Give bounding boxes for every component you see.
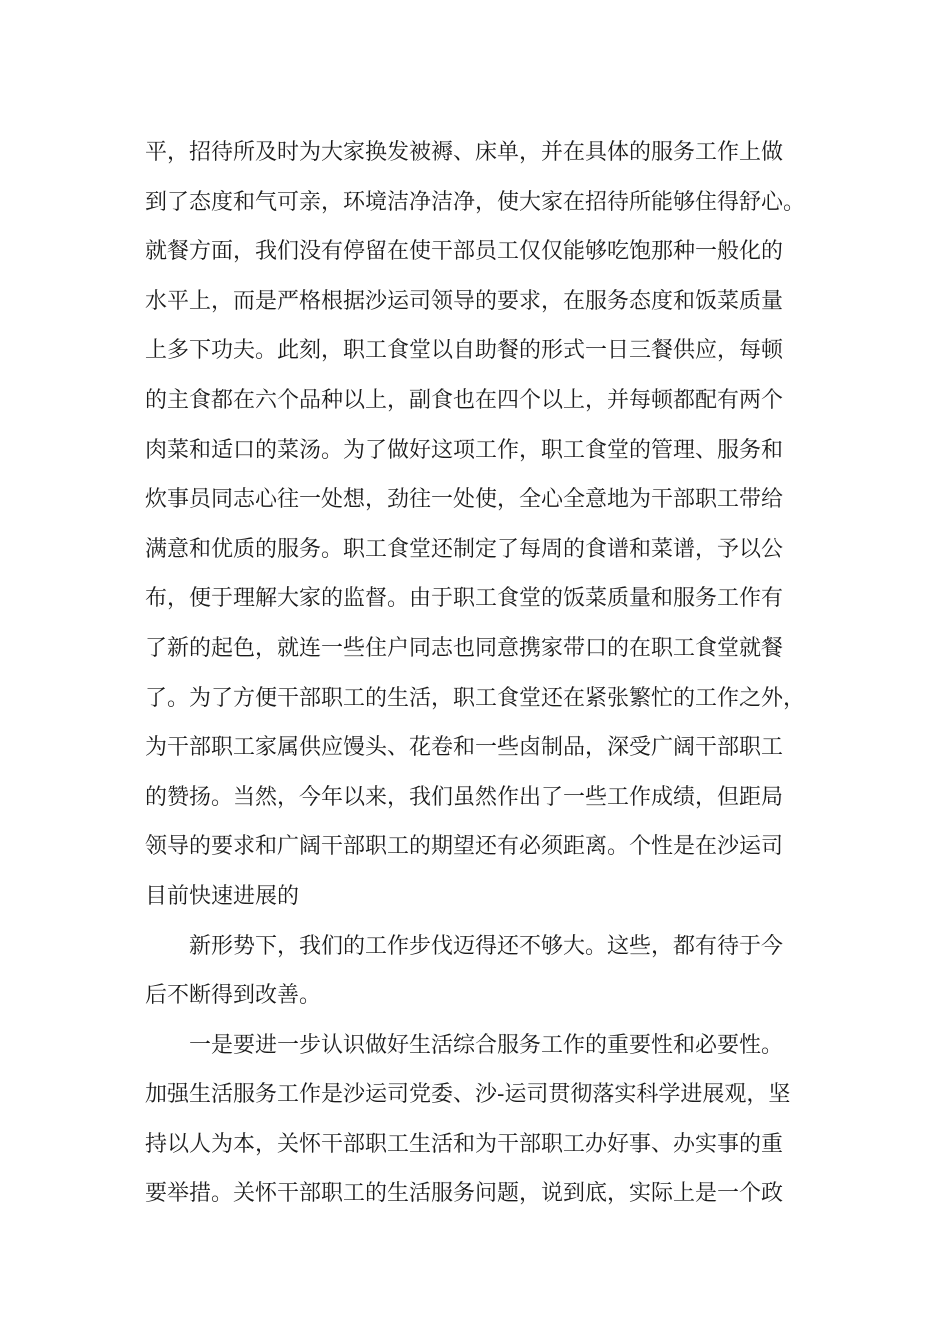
text-line: 水平上，而是严格根据沙运司领导的要求，在服务态度和饭菜质量 — [145, 288, 784, 314]
text-line: 要举措。关怀干部职工的生活服务问题，说到底，实际上是一个政 — [145, 1181, 784, 1207]
text-line: 目前快速进展的 — [145, 883, 300, 909]
text-line: 为干部职工家属供应馒头、花卷和一些卤制品，深受广阔干部职工 — [145, 735, 784, 761]
body-text — [145, 128, 825, 1219]
text-line: 到了态度和气可亲，环境洁净洁净，使大家在招待所能够住得舒心。 — [145, 189, 806, 215]
text-line: 的赞扬。当然，今年以来，我们虽然作出了一些工作成绩，但距局 — [145, 784, 784, 810]
text-line: 就餐方面，我们没有停留在使干部员工仅仅能够吃饱那种一般化的 — [145, 239, 784, 265]
text-line: 炊事员同志心往一处想，劲往一处使，全心全意地为干部职工带给 — [145, 487, 784, 513]
text-line: 平，招待所及时为大家换发被褥、床单，并在具体的服务工作上做 — [145, 140, 784, 165]
text-line: 上多下功夫。此刻，职工食堂以自助餐的形式一日三餐供应，每顿 — [145, 338, 784, 364]
text-line: 加强生活服务工作是沙运司党委、沙-运司贯彻落实科学进展观，坚 — [145, 1082, 791, 1108]
text-line: 了。为了方便干部职工的生活，职工食堂还在紧张繁忙的工作之外， — [145, 685, 806, 711]
text-line: 领导的要求和广阔干部职工的期望还有必须距离。个性是在沙运司 — [145, 834, 784, 860]
text-line: 肉菜和适口的菜汤。为了做好这项工作，职工食堂的管理、服务和 — [145, 437, 784, 463]
text-line: 满意和优质的服务。职工食堂还制定了每周的食谱和菜谱，予以公 — [145, 536, 784, 562]
text-line: 了新的起色，就连一些住户同志也同意携家带口的在职工食堂就餐 — [145, 635, 784, 661]
text-line: 持以人为本，关怀干部职工生活和为干部职工办好事、办实事的重 — [145, 1131, 784, 1157]
text-line: 后不断得到改善。 — [145, 983, 322, 1009]
text-line: 布，便于理解大家的监督。由于职工食堂的饭菜质量和服务工作有 — [145, 586, 784, 612]
text-line: 的主食都在六个品种以上，副食也在四个以上，并每顿都配有两个 — [145, 387, 784, 413]
paragraph-start-line: 新形势下，我们的工作步伐迈得还不够大。这些，都有待于今 — [189, 933, 784, 959]
paragraph-start-line: 一是要进一步认识做好生活综合服务工作的重要性和必要性。 — [189, 1032, 784, 1058]
